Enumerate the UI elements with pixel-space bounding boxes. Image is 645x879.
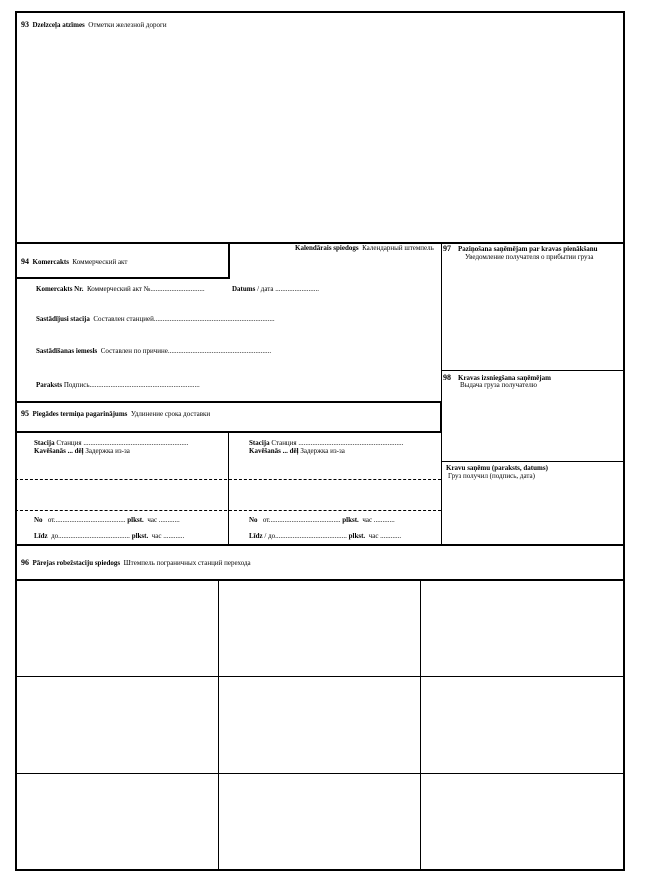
label-ru: от......................................... xyxy=(47,516,126,524)
date-field xyxy=(232,285,319,294)
label-lv: plkst. xyxy=(342,516,359,524)
calendar-stamp-label xyxy=(295,244,434,253)
divider xyxy=(15,277,230,279)
section-96-header xyxy=(21,558,251,568)
label-lv: plkst. xyxy=(131,532,149,540)
grid-line xyxy=(420,580,421,870)
divider xyxy=(15,579,625,581)
label-ru: до......................................... xyxy=(51,532,130,540)
delay-field xyxy=(34,447,130,456)
divider xyxy=(441,461,625,462)
grid-line xyxy=(15,676,625,677)
reason-field xyxy=(36,347,271,356)
received-label-lv: Kravu saņēmu (paraksts, datums) xyxy=(446,464,548,472)
label-lv: Komercakts xyxy=(32,258,69,266)
label-lv: Sastādījusi stacija xyxy=(36,315,90,323)
label-lv: Stacija xyxy=(249,439,270,447)
from-field xyxy=(249,516,395,525)
to-field xyxy=(249,532,401,541)
label-lv: Dzelzceļa atzīmes xyxy=(32,21,85,29)
section-95-header xyxy=(21,409,210,419)
delay-field xyxy=(249,447,345,456)
label-ru: от......................................... xyxy=(262,516,341,524)
label-ru: Коммерческий акт №............................... xyxy=(86,285,205,293)
label-ru: Подпись............................................................... xyxy=(63,381,200,389)
label-lv: Paraksts xyxy=(36,381,63,389)
label-lv: Piegādes termiņa pagarinājums xyxy=(32,410,128,418)
label-lv: Stacija xyxy=(34,439,55,447)
grid-line xyxy=(15,773,625,774)
label-lv: Sastādīšanas iemesls xyxy=(36,347,98,355)
divider xyxy=(228,433,229,544)
from-field xyxy=(34,516,180,525)
section-97-ru: Уведомление получателя о прибытии груза xyxy=(465,253,594,261)
divider xyxy=(441,242,442,544)
signature-field xyxy=(36,381,200,390)
divider xyxy=(15,510,441,511)
label-lv: Līdz xyxy=(34,532,48,540)
section-number: 95 xyxy=(21,409,29,418)
label-lv: No xyxy=(34,516,43,524)
label-lv: Komercakts Nr. xyxy=(36,285,84,293)
label-ru: Коммерческий акт xyxy=(72,258,128,266)
label-ru: Удлинение срока доставки xyxy=(130,410,211,418)
divider xyxy=(441,370,625,371)
label-ru: час ............ xyxy=(368,532,402,540)
label-ru: час ............ xyxy=(362,516,395,524)
label-lv: Kravas izsniegšana saņēmējam xyxy=(458,374,551,382)
label-ru: Задержка из-за xyxy=(300,447,345,455)
label-ru: / дата ......................... xyxy=(257,285,320,293)
label-lv: Pārejas robežstaciju spiedogs xyxy=(32,559,121,567)
label-lv: Līdz xyxy=(249,532,263,540)
divider xyxy=(228,242,230,278)
label-lv: No xyxy=(249,516,258,524)
label-ru: Станция ............................................................ xyxy=(56,439,189,447)
grid-line xyxy=(218,580,219,870)
station-field xyxy=(36,315,275,324)
section-number: 96 xyxy=(21,558,29,567)
section-number: 94 xyxy=(21,257,29,266)
section-number: 93 xyxy=(21,20,29,29)
received-label-ru: Груз получил (подпись, дата) xyxy=(448,472,535,480)
label-ru: Составлен по причине........................................................... xyxy=(100,347,272,355)
label-lv: plkst. xyxy=(348,532,366,540)
label-ru: / до......................................... xyxy=(264,532,347,540)
label-lv: Paziņošana saņēmējam par kravas pienākšanu xyxy=(458,245,598,253)
section-98-ru: Выдача груза получателю xyxy=(460,381,538,389)
label-lv: Kavēšanās ... dēļ xyxy=(34,447,84,455)
label-ru: Станция ............................................................ xyxy=(271,439,404,447)
to-field xyxy=(34,532,184,541)
label-lv: plkst. xyxy=(127,516,144,524)
section-number: 97 xyxy=(443,244,451,253)
label-ru: час ............ xyxy=(147,516,180,524)
section-93-header xyxy=(21,20,167,30)
section-94-header xyxy=(21,257,127,267)
label-lv: Kalendārais spiedogs xyxy=(295,244,359,252)
label-ru: Штемпель пограничных станций перехода xyxy=(123,559,251,567)
act-number-field xyxy=(36,285,205,294)
label-lv: Datums xyxy=(232,285,256,293)
label-lv: Kavēšanās ... dēļ xyxy=(249,447,299,455)
section-number: 98 xyxy=(443,373,451,382)
label-ru: Составлен станцией..................................................................... xyxy=(93,315,275,323)
divider xyxy=(15,479,441,480)
label-ru: Отметки железной дороги xyxy=(88,21,167,29)
label-ru: Календарный штемпель xyxy=(362,244,434,252)
label-ru: Задержка из-за xyxy=(85,447,130,455)
label-ru: час ............ xyxy=(151,532,185,540)
divider xyxy=(15,544,625,546)
